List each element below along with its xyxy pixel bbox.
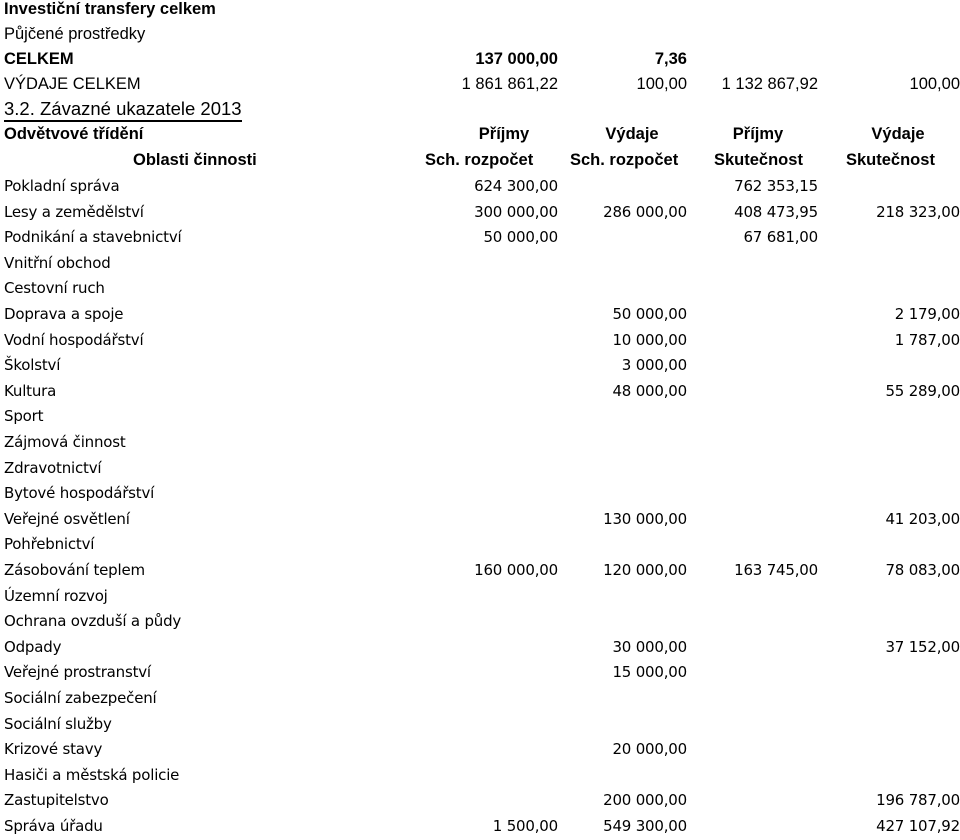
column-header-row-1: [0, 122, 960, 148]
prijmy-skutecnost-cell: 408 473,95: [734, 202, 818, 221]
column-header-prijmy-1: Příjmy: [478, 125, 530, 143]
row-label: Pokladní správa: [4, 177, 120, 195]
table-row: [0, 225, 960, 251]
row-label: Veřejné osvětlení: [4, 509, 130, 528]
table-row: [0, 660, 960, 686]
row-label: Vnitřní obchod: [4, 253, 111, 272]
investicni-transfery-heading: Investiční transfery celkem: [4, 0, 216, 18]
vydaje-skutecnost-cell: 2 179,00: [894, 305, 960, 323]
row-label: Zdravotnictví: [4, 458, 102, 477]
row-label: Cestovní ruch: [4, 279, 105, 298]
table-row: [0, 584, 960, 610]
vydaje-rozpocet-cell: 15 000,00: [612, 663, 687, 682]
table-row: [0, 686, 960, 712]
row-label: Zájmová činnost: [4, 433, 126, 451]
vydaje-celkem-value-3: 1 132 867,92: [721, 75, 818, 93]
vydaje-rozpocet-cell: 549 300,00: [603, 817, 687, 835]
column-header-row-2: [0, 148, 960, 174]
vydaje-rozpocet-cell: 20 000,00: [612, 740, 687, 759]
table-row: [0, 174, 960, 200]
vydaje-rozpocet-cell: 48 000,00: [612, 381, 687, 400]
row-label: Bytové hospodářství: [4, 484, 155, 503]
vydaje-celkem-value-2: 100,00: [636, 75, 687, 93]
row-label: Sociální služby: [4, 714, 112, 733]
vydaje-skutecnost-cell: 196 787,00: [876, 791, 960, 810]
table-row: [0, 481, 960, 507]
vydaje-rozpocet-cell: 130 000,00: [603, 509, 687, 528]
row-label: Lesy a zemědělství: [4, 202, 144, 221]
row-label: Doprava a spoje: [4, 305, 124, 323]
column-header-skutecnost-1: Skutečnost: [714, 151, 803, 169]
column-header-vydaje-1: Výdaje: [605, 125, 659, 143]
celkem-row: [0, 47, 960, 73]
row-label: Odpady: [4, 637, 62, 656]
table-row: [0, 788, 960, 814]
vydaje-celkem-value-1: 1 861 861,22: [461, 75, 558, 93]
column-header-odvetvove: Odvětvové třídění: [4, 125, 144, 143]
prijmy-rozpocet-cell: 300 000,00: [474, 202, 558, 221]
vydaje-celkem-label: VÝDAJE CELKEM: [4, 75, 141, 93]
column-header-sch-rozpocet-2: Sch. rozpočet: [570, 151, 679, 169]
vydaje-rozpocet-cell: 50 000,00: [612, 305, 687, 323]
row-label: Školství: [4, 356, 61, 375]
row-label: Hasiči a městská policie: [4, 765, 180, 784]
vydaje-skutecnost-cell: 37 152,00: [885, 637, 960, 656]
column-header-prijmy-2: Příjmy: [732, 125, 784, 143]
celkem-label: CELKEM: [4, 50, 74, 68]
vydaje-skutecnost-cell: 78 083,00: [885, 561, 960, 579]
row-label: Pohřebnictví: [4, 535, 95, 554]
table-row: [0, 251, 960, 277]
vydaje-skutecnost-cell: 55 289,00: [885, 381, 960, 400]
vydaje-celkem-row: [0, 72, 960, 98]
row-label: Vodní hospodářství: [4, 330, 144, 349]
prijmy-rozpocet-cell: 624 300,00: [474, 177, 558, 195]
table-row: [0, 353, 960, 379]
table-row: [0, 328, 960, 354]
celkem-value-1: 137 000,00: [475, 50, 558, 68]
prijmy-rozpocet-cell: 160 000,00: [474, 561, 558, 579]
celkem-value-2: 7,36: [654, 50, 687, 68]
table-row: [0, 456, 960, 482]
vydaje-skutecnost-cell: 41 203,00: [885, 509, 960, 528]
table-row: [0, 430, 960, 456]
vydaje-rozpocet-cell: 3 000,00: [621, 356, 687, 375]
vydaje-rozpocet-cell: 286 000,00: [603, 202, 687, 221]
row-label: Ochrana ovzduší a půdy: [4, 612, 182, 631]
table-row: [0, 200, 960, 226]
row-label: Veřejné prostranství: [4, 663, 151, 682]
row-label: Správa úřadu: [4, 817, 103, 835]
row-label: Sport: [4, 407, 44, 426]
prijmy-skutecnost-cell: 163 745,00: [734, 561, 818, 579]
row-label: Sociální zabezpečení: [4, 689, 157, 707]
vydaje-rozpocet-cell: 30 000,00: [612, 637, 687, 656]
table-row: [0, 712, 960, 738]
column-header-sch-rozpocet-1: Sch. rozpočet: [425, 151, 534, 169]
table-row: [0, 507, 960, 533]
row-label: Kultura: [4, 381, 57, 400]
prijmy-rozpocet-cell: 50 000,00: [483, 228, 558, 247]
table-row: [0, 379, 960, 405]
vydaje-skutecnost-cell: 427 107,92: [876, 817, 960, 835]
table-row: [0, 276, 960, 302]
table-row: [0, 558, 960, 584]
table-row: [0, 302, 960, 328]
table-row: [0, 404, 960, 430]
prijmy-rozpocet-cell: 1 500,00: [492, 817, 558, 835]
vydaje-rozpocet-cell: 120 000,00: [603, 561, 687, 579]
table-row: [0, 814, 960, 840]
table-row: [0, 737, 960, 763]
table-row: [0, 532, 960, 558]
pujcene-prostredky-label: Půjčené prostředky: [4, 25, 146, 43]
prijmy-skutecnost-cell: 762 353,15: [734, 177, 818, 195]
table-row: [0, 635, 960, 661]
vydaje-rozpocet-cell: 200 000,00: [603, 791, 687, 810]
row-label: Zásobování teplem: [4, 561, 145, 579]
vydaje-rozpocet-cell: 10 000,00: [612, 330, 687, 349]
column-header-vydaje-2: Výdaje: [871, 125, 925, 143]
vydaje-celkem-value-4: 100,00: [909, 75, 960, 93]
column-header-oblasti: Oblasti činnosti: [133, 151, 257, 169]
section-title: 3.2. Závazné ukazatele 2013: [4, 98, 242, 122]
vydaje-skutecnost-cell: 1 787,00: [894, 330, 960, 349]
vydaje-skutecnost-cell: 218 323,00: [876, 202, 960, 221]
row-label: Krizové stavy: [4, 740, 103, 759]
column-header-skutecnost-2: Skutečnost: [846, 151, 935, 169]
table-row: [0, 609, 960, 635]
row-label: Územní rozvoj: [4, 586, 108, 605]
prijmy-skutecnost-cell: 67 681,00: [743, 228, 818, 247]
table-row: [0, 763, 960, 789]
row-label: Podnikání a stavebnictví: [4, 228, 182, 247]
row-label: Zastupitelstvo: [4, 791, 109, 810]
